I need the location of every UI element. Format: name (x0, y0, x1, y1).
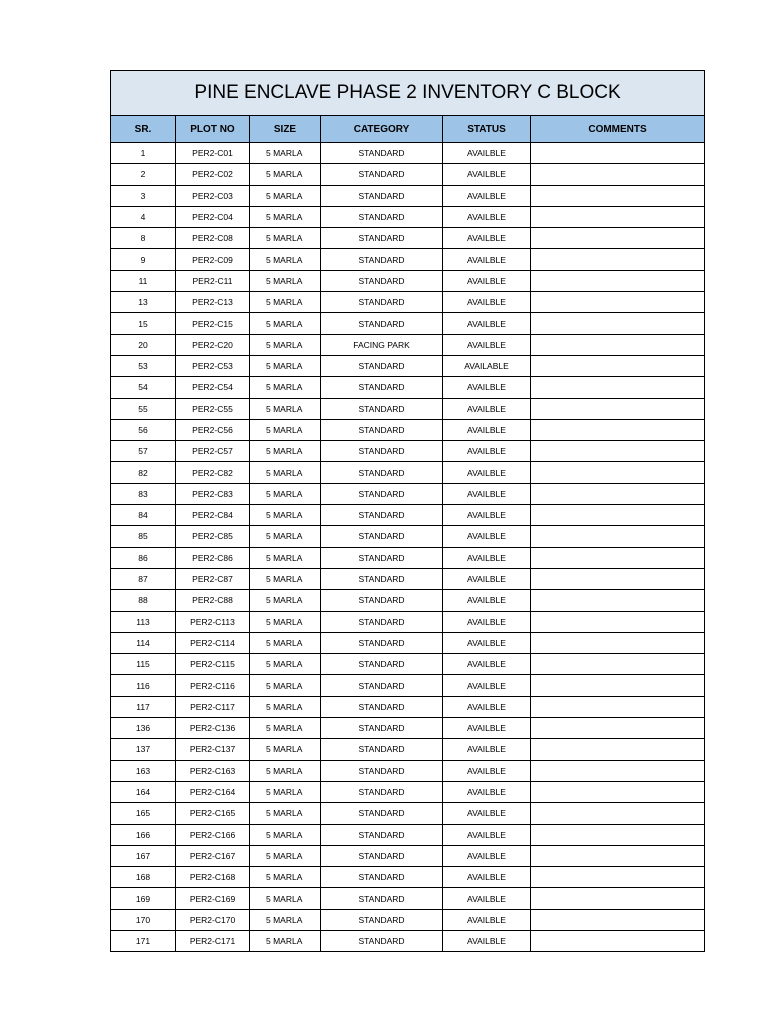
table-row (111, 419, 705, 440)
status-cell: AVAILBLE (443, 888, 531, 909)
status-cell: AVAILBLE (443, 505, 531, 526)
size-cell: 5 MARLA (250, 313, 321, 334)
table-body (111, 143, 705, 952)
table-row (111, 270, 705, 291)
comments-cell (531, 292, 705, 313)
plot-no-cell: PER2-C01 (176, 143, 250, 164)
sr-cell: 83 (111, 483, 176, 504)
plot-no-cell: PER2-C166 (176, 824, 250, 845)
column-header-size: SIZE (250, 116, 321, 143)
comments-cell (531, 483, 705, 504)
size-cell: 5 MARLA (250, 760, 321, 781)
table-row (111, 462, 705, 483)
category-cell: STANDARD (321, 483, 443, 504)
plot-no-cell: PER2-C137 (176, 739, 250, 760)
table-row (111, 675, 705, 696)
sr-cell: 9 (111, 249, 176, 270)
comments-cell (531, 206, 705, 227)
sr-cell: 137 (111, 739, 176, 760)
sr-cell: 13 (111, 292, 176, 313)
size-cell: 5 MARLA (250, 632, 321, 653)
size-cell: 5 MARLA (250, 164, 321, 185)
plot-no-cell: PER2-C167 (176, 845, 250, 866)
size-cell: 5 MARLA (250, 249, 321, 270)
plot-no-cell: PER2-C136 (176, 718, 250, 739)
sr-cell: 163 (111, 760, 176, 781)
column-header-plot-no: PLOT NO (176, 116, 250, 143)
category-cell: STANDARD (321, 313, 443, 334)
inventory-table (110, 70, 705, 952)
table-row (111, 654, 705, 675)
plot-no-cell: PER2-C86 (176, 547, 250, 568)
sr-cell: 53 (111, 355, 176, 376)
plot-no-cell: PER2-C57 (176, 441, 250, 462)
size-cell: 5 MARLA (250, 547, 321, 568)
size-cell: 5 MARLA (250, 590, 321, 611)
plot-no-cell: PER2-C84 (176, 505, 250, 526)
plot-no-cell: PER2-C113 (176, 611, 250, 632)
table-row (111, 547, 705, 568)
status-cell: AVAILBLE (443, 143, 531, 164)
table-row (111, 909, 705, 930)
plot-no-cell: PER2-C15 (176, 313, 250, 334)
table-row (111, 781, 705, 802)
sr-cell: 20 (111, 334, 176, 355)
title-row (111, 71, 705, 116)
size-cell: 5 MARLA (250, 270, 321, 291)
sr-cell: 4 (111, 206, 176, 227)
table-row (111, 803, 705, 824)
plot-no-cell: PER2-C82 (176, 462, 250, 483)
status-cell: AVAILBLE (443, 824, 531, 845)
comments-cell (531, 654, 705, 675)
table-row (111, 398, 705, 419)
status-cell: AVAILBLE (443, 377, 531, 398)
status-cell: AVAILBLE (443, 249, 531, 270)
status-cell: AVAILBLE (443, 611, 531, 632)
category-cell: STANDARD (321, 760, 443, 781)
sr-cell: 168 (111, 867, 176, 888)
status-cell: AVAILBLE (443, 526, 531, 547)
table-row (111, 526, 705, 547)
comments-cell (531, 355, 705, 376)
category-cell: STANDARD (321, 718, 443, 739)
status-cell: AVAILABLE (443, 355, 531, 376)
header-row (111, 116, 705, 143)
status-cell: AVAILBLE (443, 292, 531, 313)
plot-no-cell: PER2-C171 (176, 930, 250, 951)
category-cell: STANDARD (321, 292, 443, 313)
comments-cell (531, 462, 705, 483)
category-cell: STANDARD (321, 867, 443, 888)
size-cell: 5 MARLA (250, 718, 321, 739)
sr-cell: 2 (111, 164, 176, 185)
size-cell: 5 MARLA (250, 483, 321, 504)
comments-cell (531, 249, 705, 270)
status-cell: AVAILBLE (443, 164, 531, 185)
size-cell: 5 MARLA (250, 441, 321, 462)
status-cell: AVAILBLE (443, 675, 531, 696)
sr-cell: 8 (111, 228, 176, 249)
plot-no-cell: PER2-C13 (176, 292, 250, 313)
size-cell: 5 MARLA (250, 675, 321, 696)
sr-cell: 164 (111, 781, 176, 802)
status-cell: AVAILBLE (443, 803, 531, 824)
status-cell: AVAILBLE (443, 867, 531, 888)
sr-cell: 116 (111, 675, 176, 696)
sr-cell: 82 (111, 462, 176, 483)
plot-no-cell: PER2-C56 (176, 419, 250, 440)
comments-cell (531, 803, 705, 824)
status-cell: AVAILBLE (443, 228, 531, 249)
table-row (111, 313, 705, 334)
comments-cell (531, 185, 705, 206)
sr-cell: 136 (111, 718, 176, 739)
sr-cell: 169 (111, 888, 176, 909)
sr-cell: 56 (111, 419, 176, 440)
comments-cell (531, 228, 705, 249)
table-row (111, 632, 705, 653)
sr-cell: 113 (111, 611, 176, 632)
category-cell: STANDARD (321, 696, 443, 717)
size-cell: 5 MARLA (250, 824, 321, 845)
table-row (111, 505, 705, 526)
category-cell: STANDARD (321, 824, 443, 845)
plot-no-cell: PER2-C87 (176, 568, 250, 589)
table-row (111, 930, 705, 951)
status-cell: AVAILBLE (443, 568, 531, 589)
comments-cell (531, 632, 705, 653)
plot-no-cell: PER2-C164 (176, 781, 250, 802)
plot-no-cell: PER2-C83 (176, 483, 250, 504)
plot-no-cell: PER2-C165 (176, 803, 250, 824)
size-cell: 5 MARLA (250, 228, 321, 249)
size-cell: 5 MARLA (250, 462, 321, 483)
category-cell: STANDARD (321, 206, 443, 227)
category-cell: STANDARD (321, 355, 443, 376)
status-cell: AVAILBLE (443, 654, 531, 675)
table-row (111, 845, 705, 866)
status-cell: AVAILBLE (443, 696, 531, 717)
category-cell: STANDARD (321, 909, 443, 930)
size-cell: 5 MARLA (250, 654, 321, 675)
table-row (111, 185, 705, 206)
size-cell: 5 MARLA (250, 696, 321, 717)
status-cell: AVAILBLE (443, 930, 531, 951)
comments-cell (531, 696, 705, 717)
size-cell: 5 MARLA (250, 909, 321, 930)
category-cell: STANDARD (321, 930, 443, 951)
size-cell: 5 MARLA (250, 206, 321, 227)
comments-cell (531, 143, 705, 164)
sr-cell: 3 (111, 185, 176, 206)
sr-cell: 166 (111, 824, 176, 845)
comments-cell (531, 377, 705, 398)
category-cell: STANDARD (321, 781, 443, 802)
size-cell: 5 MARLA (250, 888, 321, 909)
comments-cell (531, 739, 705, 760)
status-cell: AVAILBLE (443, 718, 531, 739)
category-cell: STANDARD (321, 185, 443, 206)
status-cell: AVAILBLE (443, 845, 531, 866)
status-cell: AVAILBLE (443, 462, 531, 483)
status-cell: AVAILBLE (443, 483, 531, 504)
comments-cell (531, 718, 705, 739)
table-row (111, 249, 705, 270)
table-row (111, 164, 705, 185)
comments-cell (531, 526, 705, 547)
category-cell: STANDARD (321, 632, 443, 653)
status-cell: AVAILBLE (443, 334, 531, 355)
sr-cell: 114 (111, 632, 176, 653)
category-cell: STANDARD (321, 845, 443, 866)
sr-cell: 1 (111, 143, 176, 164)
table-row (111, 760, 705, 781)
category-cell: STANDARD (321, 654, 443, 675)
status-cell: AVAILBLE (443, 206, 531, 227)
size-cell: 5 MARLA (250, 781, 321, 802)
comments-cell (531, 590, 705, 611)
comments-cell (531, 781, 705, 802)
plot-no-cell: PER2-C02 (176, 164, 250, 185)
category-cell: STANDARD (321, 590, 443, 611)
column-header-comments: COMMENTS (531, 116, 705, 143)
comments-cell (531, 909, 705, 930)
status-cell: AVAILBLE (443, 270, 531, 291)
status-cell: AVAILBLE (443, 185, 531, 206)
size-cell: 5 MARLA (250, 334, 321, 355)
table-row (111, 292, 705, 313)
comments-cell (531, 867, 705, 888)
plot-no-cell: PER2-C163 (176, 760, 250, 781)
table-row (111, 143, 705, 164)
plot-no-cell: PER2-C08 (176, 228, 250, 249)
table-row (111, 334, 705, 355)
comments-cell (531, 505, 705, 526)
status-cell: AVAILBLE (443, 419, 531, 440)
column-header-sr: SR. (111, 116, 176, 143)
plot-no-cell: PER2-C170 (176, 909, 250, 930)
sr-cell: 85 (111, 526, 176, 547)
inventory-sheet (110, 70, 704, 952)
table-row (111, 441, 705, 462)
comments-cell (531, 930, 705, 951)
comments-cell (531, 313, 705, 334)
comments-cell (531, 270, 705, 291)
category-cell: STANDARD (321, 419, 443, 440)
comments-cell (531, 441, 705, 462)
status-cell: AVAILBLE (443, 760, 531, 781)
size-cell: 5 MARLA (250, 526, 321, 547)
table-row (111, 739, 705, 760)
category-cell: STANDARD (321, 441, 443, 462)
category-cell: STANDARD (321, 675, 443, 696)
plot-no-cell: PER2-C169 (176, 888, 250, 909)
status-cell: AVAILBLE (443, 398, 531, 419)
status-cell: AVAILBLE (443, 781, 531, 802)
table-row (111, 718, 705, 739)
table-row (111, 867, 705, 888)
sr-cell: 115 (111, 654, 176, 675)
column-header-status: STATUS (443, 116, 531, 143)
plot-no-cell: PER2-C54 (176, 377, 250, 398)
table-row (111, 888, 705, 909)
comments-cell (531, 547, 705, 568)
category-cell: STANDARD (321, 164, 443, 185)
plot-no-cell: PER2-C04 (176, 206, 250, 227)
sr-cell: 87 (111, 568, 176, 589)
plot-no-cell: PER2-C116 (176, 675, 250, 696)
sr-cell: 117 (111, 696, 176, 717)
sr-cell: 54 (111, 377, 176, 398)
size-cell: 5 MARLA (250, 803, 321, 824)
size-cell: 5 MARLA (250, 867, 321, 888)
size-cell: 5 MARLA (250, 568, 321, 589)
size-cell: 5 MARLA (250, 355, 321, 376)
status-cell: AVAILBLE (443, 441, 531, 462)
plot-no-cell: PER2-C11 (176, 270, 250, 291)
sr-cell: 11 (111, 270, 176, 291)
category-cell: STANDARD (321, 526, 443, 547)
category-cell: STANDARD (321, 568, 443, 589)
sr-cell: 165 (111, 803, 176, 824)
comments-cell (531, 611, 705, 632)
category-cell: STANDARD (321, 398, 443, 419)
comments-cell (531, 398, 705, 419)
size-cell: 5 MARLA (250, 930, 321, 951)
plot-no-cell: PER2-C55 (176, 398, 250, 419)
size-cell: 5 MARLA (250, 377, 321, 398)
plot-no-cell: PER2-C114 (176, 632, 250, 653)
category-cell: STANDARD (321, 547, 443, 568)
status-cell: AVAILBLE (443, 590, 531, 611)
plot-no-cell: PER2-C88 (176, 590, 250, 611)
plot-no-cell: PER2-C20 (176, 334, 250, 355)
plot-no-cell: PER2-C115 (176, 654, 250, 675)
comments-cell (531, 824, 705, 845)
plot-no-cell: PER2-C09 (176, 249, 250, 270)
sr-cell: 55 (111, 398, 176, 419)
comments-cell (531, 164, 705, 185)
plot-no-cell: PER2-C117 (176, 696, 250, 717)
size-cell: 5 MARLA (250, 845, 321, 866)
status-cell: AVAILBLE (443, 909, 531, 930)
sheet-title: PINE ENCLAVE PHASE 2 INVENTORY C BLOCK (111, 71, 705, 116)
size-cell: 5 MARLA (250, 185, 321, 206)
sr-cell: 57 (111, 441, 176, 462)
category-cell: STANDARD (321, 270, 443, 291)
category-cell: STANDARD (321, 228, 443, 249)
table-row (111, 590, 705, 611)
size-cell: 5 MARLA (250, 419, 321, 440)
sr-cell: 171 (111, 930, 176, 951)
table-row (111, 377, 705, 398)
plot-no-cell: PER2-C53 (176, 355, 250, 376)
category-cell: STANDARD (321, 505, 443, 526)
sr-cell: 15 (111, 313, 176, 334)
size-cell: 5 MARLA (250, 292, 321, 313)
table-row (111, 696, 705, 717)
category-cell: STANDARD (321, 462, 443, 483)
comments-cell (531, 845, 705, 866)
category-cell: STANDARD (321, 611, 443, 632)
size-cell: 5 MARLA (250, 739, 321, 760)
status-cell: AVAILBLE (443, 313, 531, 334)
size-cell: 5 MARLA (250, 143, 321, 164)
size-cell: 5 MARLA (250, 611, 321, 632)
comments-cell (531, 888, 705, 909)
table-row (111, 611, 705, 632)
table-row (111, 355, 705, 376)
comments-cell (531, 760, 705, 781)
comments-cell (531, 568, 705, 589)
size-cell: 5 MARLA (250, 398, 321, 419)
status-cell: AVAILBLE (443, 632, 531, 653)
table-row (111, 206, 705, 227)
table-row (111, 483, 705, 504)
plot-no-cell: PER2-C168 (176, 867, 250, 888)
category-cell: STANDARD (321, 803, 443, 824)
category-cell: STANDARD (321, 249, 443, 270)
sr-cell: 86 (111, 547, 176, 568)
comments-cell (531, 419, 705, 440)
category-cell: STANDARD (321, 888, 443, 909)
table-row (111, 228, 705, 249)
table-row (111, 568, 705, 589)
plot-no-cell: PER2-C85 (176, 526, 250, 547)
comments-cell (531, 675, 705, 696)
category-cell: FACING PARK (321, 334, 443, 355)
sr-cell: 170 (111, 909, 176, 930)
plot-no-cell: PER2-C03 (176, 185, 250, 206)
sr-cell: 88 (111, 590, 176, 611)
category-cell: STANDARD (321, 739, 443, 760)
sr-cell: 84 (111, 505, 176, 526)
size-cell: 5 MARLA (250, 505, 321, 526)
category-cell: STANDARD (321, 143, 443, 164)
status-cell: AVAILBLE (443, 547, 531, 568)
column-header-category: CATEGORY (321, 116, 443, 143)
comments-cell (531, 334, 705, 355)
status-cell: AVAILBLE (443, 739, 531, 760)
table-row (111, 824, 705, 845)
sr-cell: 167 (111, 845, 176, 866)
category-cell: STANDARD (321, 377, 443, 398)
